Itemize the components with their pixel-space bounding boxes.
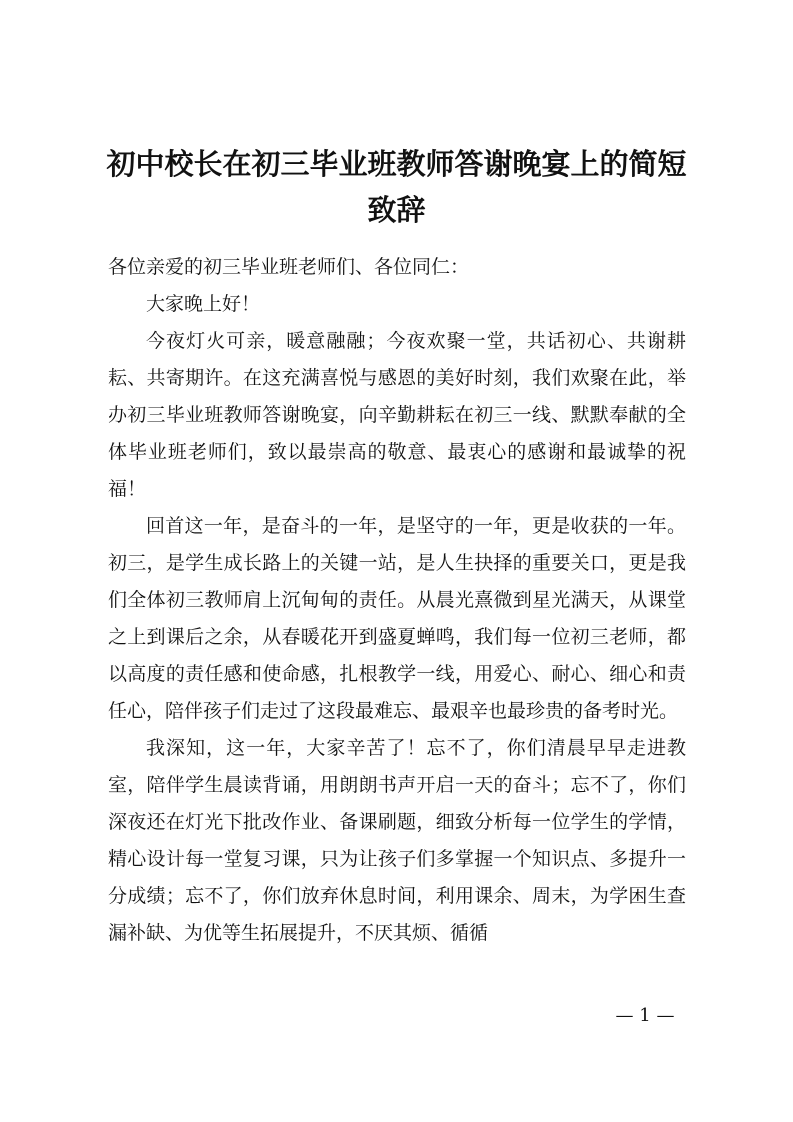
paragraph-review: 回首这一年，是奋斗的一年，是坚守的一年，更是收获的一年。初三，是学生成长路上的关键一站，是人生抉择的重要关口，更是我们全体初三教师肩上沉甸甸的责任。从晨光熹微到星光满天，从课堂之上到课后之余，从春暖花开到盛夏蝉鸣，我们每一位初三老师，都以高度的责任感和使命感，扎根教学一线，用爱心、耐心、细心和责任心，陪伴孩子们走过了这段最难忘、最艰辛也最珍贵的备考时光。: [108, 515, 686, 722]
paragraph-greeting: 大家晚上好！: [146, 293, 261, 315]
page-number: — 1 —: [615, 1005, 675, 1026]
paragraph-gratitude: 我深知，这一年，大家辛苦了！忘不了，你们清晨早早走进教室，陪伴学生晨读背诵，用朗朗书声开启一天的奋斗；忘不了，你们深夜还在灯光下批改作业、备课刷题，细致分析每一位学生的学情，精心设计每一堂复习课，只为让孩子们多掌握一个知识点、多提升一分成绩；忘不了，你们放弃休息时间，利用课余、周末，为学困生查漏补缺、为优等生拓展提升，不厌其烦、循循: [108, 737, 686, 944]
document-title: 初中校长在初三毕业班教师答谢晚宴上的简短致辞: [106, 147, 687, 227]
document-body: [108, 249, 686, 952]
salutation: 各位亲爱的初三毕业班老师们、各位同仁：: [108, 256, 470, 278]
paragraph-opening: 今夜灯火可亲，暖意融融；今夜欢聚一堂，共话初心、共谢耕耘、共寄期许。在这充满喜悦与感恩的美好时刻，我们欢聚在此，举办初三毕业班教师答谢晚宴，向辛勤耕耘在初三一线、默默奉献的全体毕业班老师们，致以最崇高的敬意、最衷心的感谢和最诚挚的祝福！: [108, 330, 686, 500]
